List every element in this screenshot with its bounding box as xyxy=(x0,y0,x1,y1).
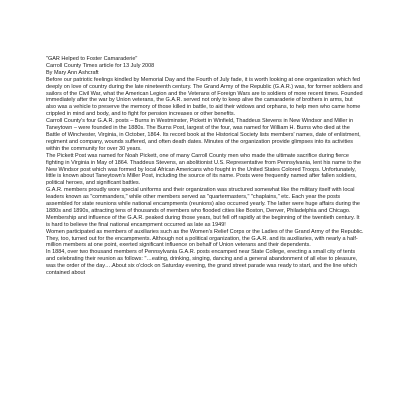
paragraph: The Pickett Post was named for Noah Pickett, one of many Carroll County men who made the ultimate sacrifice during fierce fighting in Virginia in May of 1864. Thaddeus Stevens, an abolitionist U.S. Representative from Pennsylvania, lent his name to the New Windsor post which was formed by local African Americans who fought in the United States Colored Troops. Unfortunately, little is known about Taneytown's Miller Post, including the source of its name. Posts were frequently named after fallen soldiers, political heroes, and significant battles. xyxy=(46,152,362,187)
paragraph: G.A.R. members proudly wore special uniforms and their organization was structured somewhat like the military itself with local leaders known as "commanders," while other members served as "quartermasters," "chaplains," etc. Each year the posts assembled for state reunions while national encampments (reunions) also occurred yearly. The latter were huge affairs during the 1880s and 1890s, attracting tens of thousands of members who flooded cities like Boston, Denver, Philadelphia and Chicago. Membership and influence of the G.A.R. peaked during those years, but fell off rapidly at the beginning of the twentieth century. It is hard to believe the final national encampment occurred as late as 1949! xyxy=(46,187,360,228)
article-title: "GAR Helped to Foster Camaraderie" xyxy=(46,56,138,62)
paragraph: Carroll County's four G.A.R. posts – Burns in Westminster, Pickett in Winfield, Thaddeus Stevens in New Windsor and Miller in Taneytown – were founded in the 1880s. The Burns Post, largest of the four, was named for William H. Burns who died at the Battle of Winchester, Virginia, in October, 1864. Its record book at the Historical Society lists members' names, date of enlistment, regiment and company, wounds suffered, and often death dates. Minutes of the organization provide glimpses into its activities within the community for over 30 years. xyxy=(46,118,361,152)
article xyxy=(46,56,364,277)
paragraph: In 1884, over two thousand members of Pennsylvania G.A.R. posts encamped near State College, erecting a small city of tents and celebrating their reunion as follows: "…eating, drinking, singing, dancing and a general abandonment of all else to pleasure, was the order of the day….About six o'clock on Saturday evening, the grand street parade was ready to start, and the line which contained about xyxy=(46,249,358,277)
article-source: Carroll County Times article for 13 July 2008 xyxy=(46,62,155,69)
paragraph: Before our patriotic feelings kindled by Memorial Day and the Fourth of July fade, it is worth looking at one organization which fed deeply on love of country during the late nineteenth century. The Grand Army of the Republic (G.A.R.) was, for former soldiers and sailors of the Civil War, what the American Legion and the Veterans of Foreign Wars are to soldiers of more recent times. Founded immediately after the war by Union veterans, the G.A.R. served not only to keep alive the camaraderie of brothers in arms, but also was a vehicle to preserve the memory of those killed in battle, to aid their widows and orphans, to help men who came home crippled in mind and body, and to fight for pension increases or other benefits. xyxy=(46,76,363,118)
paragraph: Women participated as members of auxiliaries such as the Women's Relief Corps or the Ladies of the Grand Army of the Republic. They, too, turned out for the encampments. Although not a political organization, the G.A.R. and its auxiliaries, with nearly a half-million members at one point, exerted significant influence on behalf of Union veterans and their dependents. xyxy=(46,228,364,249)
article-byline: By Mary Ann Ashcraft xyxy=(46,69,99,76)
